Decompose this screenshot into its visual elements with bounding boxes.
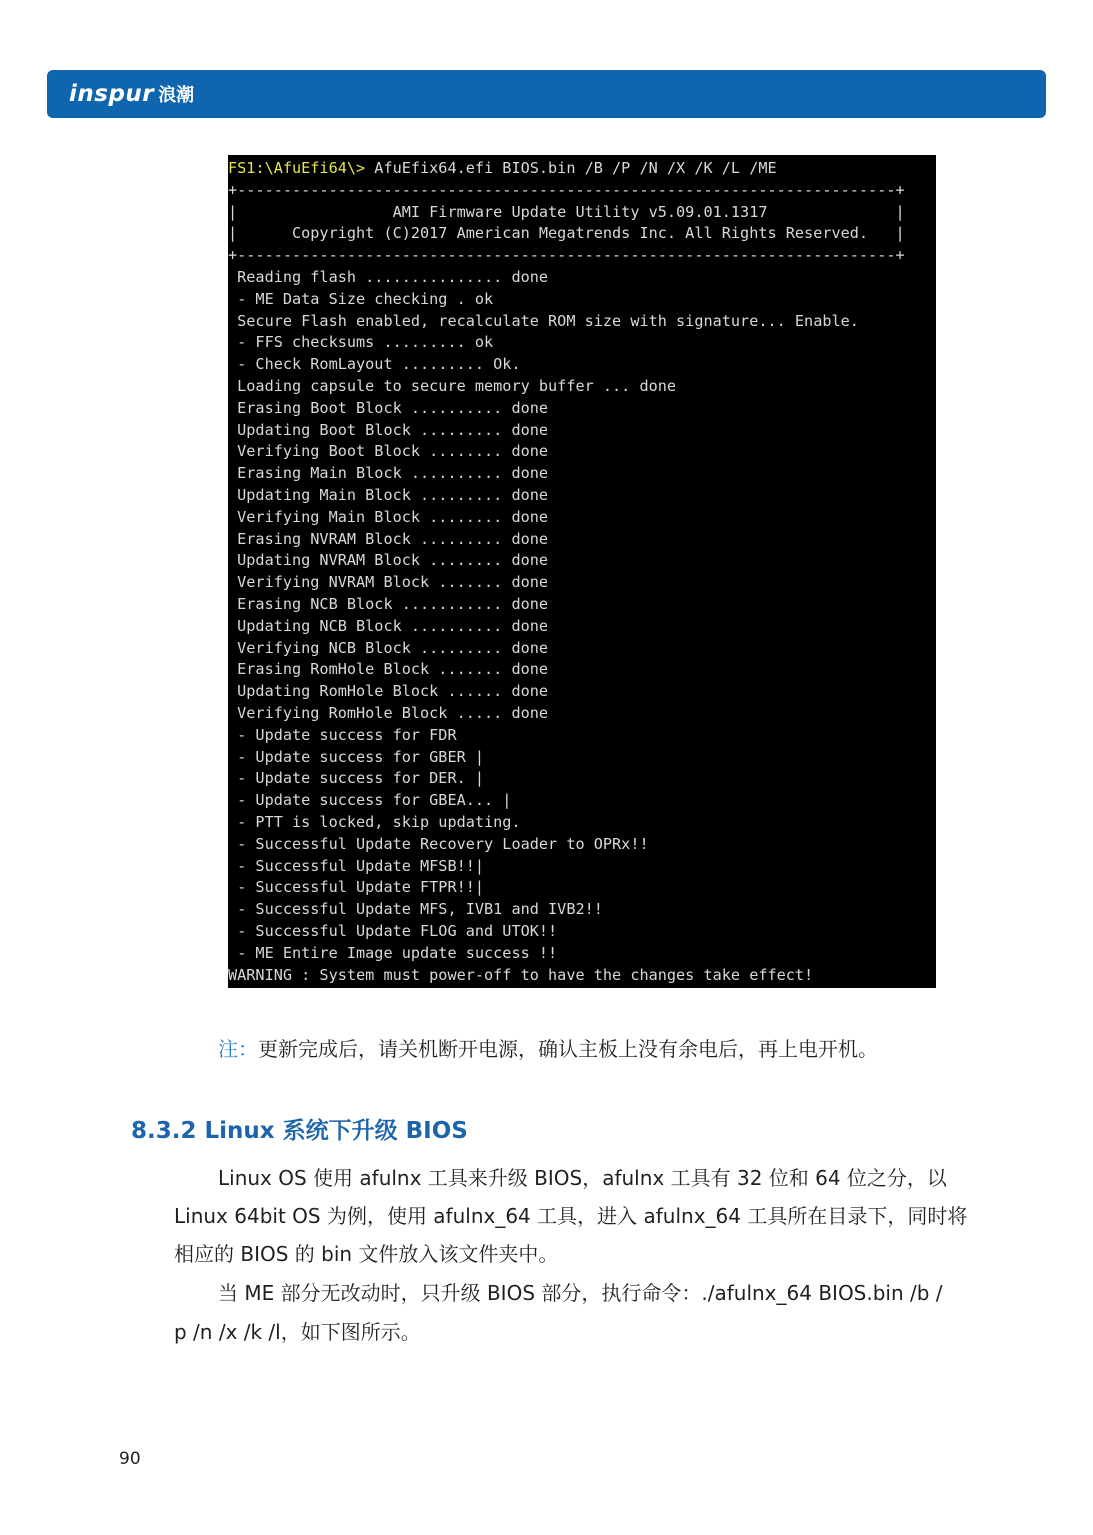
terminal-line: Verifying NVRAM Block ....... done	[228, 573, 549, 592]
terminal-line: - PTT is locked, skip updating.	[228, 813, 521, 831]
header-bar	[47, 70, 1046, 118]
terminal-line: Erasing Main Block .......... done	[228, 464, 549, 483]
paragraph-line: p /n /x /k /l，如下图所示。	[174, 1320, 421, 1344]
terminal-line: Updating Main Block ......... done	[228, 486, 549, 504]
terminal-line: - ME Entire Image update success !!	[228, 943, 558, 962]
note-label: 注：	[218, 1037, 258, 1061]
terminal-line: - Successful Update MFSB!!|	[228, 856, 485, 875]
terminal-line: - ME Data Size checking . ok	[228, 289, 494, 308]
terminal-line: - Successful Update FTPR!!|	[228, 878, 485, 897]
terminal-line: Erasing NCB Block ........... done	[228, 595, 549, 613]
update-note	[218, 1034, 878, 1064]
terminal-line: Secure Flash enabled, recalculate ROM size with signature... Enable.	[228, 311, 859, 330]
terminal-line: Erasing Boot Block .......... done	[228, 398, 549, 417]
terminal-line: Updating NVRAM Block ........ done	[228, 551, 549, 570]
terminal-prompt-path: FS1:\AfuEfi64\>	[228, 159, 366, 177]
logo-wordmark: inspur	[69, 81, 155, 107]
terminal-line: Updating NCB Block .......... done	[228, 616, 549, 635]
note-text: 更新完成后，请关机断开电源，确认主板上没有余电后，再上电开机。	[258, 1037, 878, 1061]
terminal-line: Verifying Boot Block ........ done	[228, 442, 549, 461]
paragraph-line: Linux 64bit OS 为例，使用 afulnx_64 工具，进入 afulnx_64 工具所在目录下，同时将	[174, 1204, 968, 1228]
terminal-line: - Check RomLayout ......... Ok.	[228, 355, 521, 374]
terminal-screenshot	[228, 155, 936, 988]
terminal-line: Updating RomHole Block ...... done	[228, 682, 549, 701]
terminal-command: AfuEfix64.efi BIOS.bin /B /P /N /X /K /L /ME	[365, 159, 777, 177]
terminal-line: - Successful Update MFS, IVB1 and IVB2!!	[228, 900, 603, 919]
terminal-line: Loading capsule to secure memory buffer ... done	[228, 377, 677, 395]
terminal-line: Verifying Main Block ........ done	[228, 507, 549, 526]
terminal-line: Erasing RomHole Block ....... done	[228, 660, 549, 679]
terminal-line: - Update success for DER. |	[228, 769, 485, 788]
terminal-line: - Successful Update FLOG and UTOK!!	[228, 922, 558, 940]
page-number: 90	[119, 1449, 141, 1469]
terminal-line: Reading flash ............... done	[228, 268, 549, 286]
logo-chinese: 浪潮	[158, 85, 195, 106]
terminal-line: Updating Boot Block ......... done	[228, 420, 549, 439]
terminal-line: +------------------------------------------------------------------------+	[228, 180, 905, 199]
terminal-line: - Update success for GBEA... |	[228, 791, 512, 810]
terminal-line: - FFS checksums ......... ok	[228, 333, 494, 352]
terminal-line: WARNING : System must power-off to have the changes take effect!	[228, 965, 814, 984]
inspur-logo	[69, 78, 194, 110]
paragraph-line: 相应的 BIOS 的 bin 文件放入该文件夹中。	[174, 1242, 559, 1266]
paragraph-line: 当 ME 部分无改动时，只升级 BIOS 部分，执行命令：./afulnx_64 BIOS.bin /b /	[218, 1281, 943, 1305]
terminal-line: - Update success for GBER |	[228, 747, 485, 766]
terminal-line: +------------------------------------------------------------------------+	[228, 246, 905, 265]
terminal-line: | Copyright (C)2017 American Megatrends Inc. All Rights Reserved. |	[228, 224, 905, 243]
section-heading: 8.3.2 Linux 系统下升级 BIOS	[131, 1118, 468, 1144]
terminal-prompt-line	[228, 158, 777, 180]
terminal-line: Verifying RomHole Block ..... done	[228, 704, 549, 722]
paragraph-line: Linux OS 使用 afulnx 工具来升级 BIOS，afulnx 工具有 32 位和 64 位之分，以	[218, 1166, 947, 1190]
terminal-line: Verifying NCB Block ......... done	[228, 638, 549, 657]
terminal-line: - Update success for FDR	[228, 725, 457, 744]
terminal-line: | AMI Firmware Update Utility v5.09.01.1317 |	[228, 202, 905, 221]
terminal-line: Erasing NVRAM Block ......... done	[228, 529, 549, 548]
terminal-line: - Successful Update Recovery Loader to OPRx!!	[228, 834, 649, 853]
